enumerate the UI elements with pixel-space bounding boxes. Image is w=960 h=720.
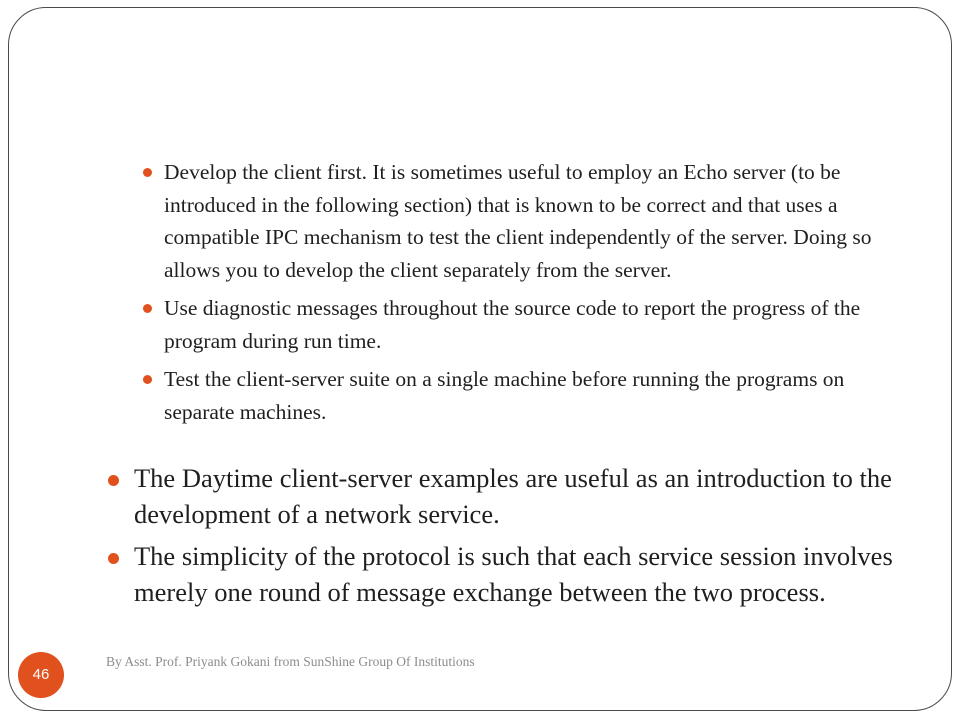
main-bullet-item: [134, 539, 904, 610]
sub-bullet-text: Test the client-server suite on a single machine before running the programs on separate machines.: [164, 367, 845, 424]
main-bullet-item: [134, 461, 904, 532]
main-bullet-text: The simplicity of the protocol is such that each service session involves merely one round of message exchange between the two process.: [134, 541, 893, 607]
footer-credit: By Asst. Prof. Priyank Gokani from SunShine Group Of Institutions: [106, 654, 475, 669]
main-bullet-list: [134, 461, 904, 617]
page-number-badge: 46: [18, 652, 64, 698]
bullet-dot-icon: [143, 304, 152, 313]
sub-bullet-text: Develop the client first. It is sometimes useful to employ an Echo server (to be introduced in the following section) that is known to be correct and that uses a compatible IPC mechanism to test the client independently of the server. Doing so allows you to develop the client separately from the server.: [164, 160, 872, 282]
bullet-dot-icon: [143, 168, 152, 177]
sub-bullet-item: [164, 363, 909, 428]
bullet-dot-icon: [108, 475, 119, 486]
sub-bullet-item: [164, 156, 909, 286]
sub-bullet-text: Use diagnostic messages throughout the source code to report the progress of the program during run time.: [164, 296, 861, 353]
bullet-dot-icon: [108, 553, 119, 564]
sub-bullet-item: [164, 292, 909, 357]
main-bullet-text: The Daytime client-server examples are useful as an introduction to the development of a network service.: [134, 463, 892, 529]
bullet-dot-icon: [143, 375, 152, 384]
sub-bullet-list: [164, 156, 909, 434]
